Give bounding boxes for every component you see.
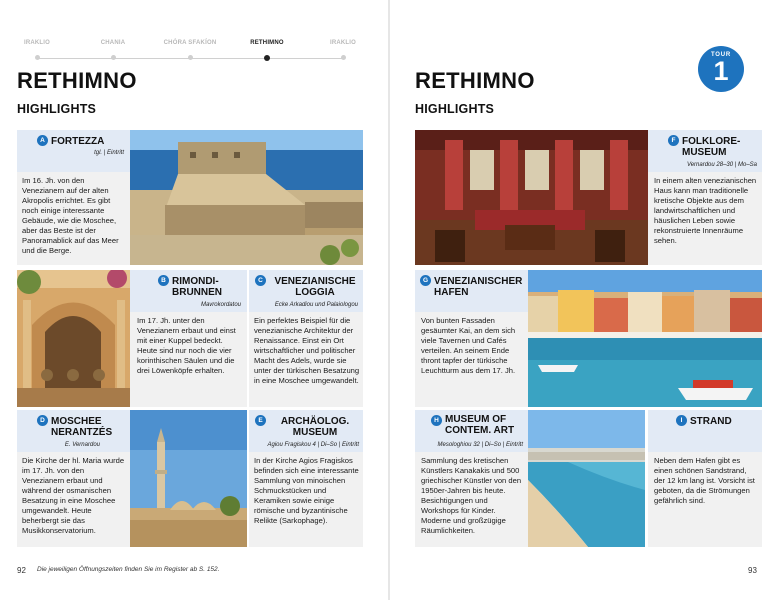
highlight-h-meta: Mesologhiou 32 | Di–So | Eintritt — [437, 442, 523, 448]
page-gutter — [388, 0, 390, 600]
highlight-g-header — [415, 270, 528, 312]
highlight-h-body — [415, 452, 528, 547]
highlight-d-body — [17, 452, 130, 547]
highlight-a-header — [17, 130, 130, 172]
badge-h: H — [431, 415, 442, 426]
highlight-b-meta: Mavrokordatou — [200, 302, 241, 308]
highlight-d-title: MOSCHEE NERANTZÉS — [51, 416, 113, 438]
highlight-c-title: VENEZIANISCHE LOGGIA — [274, 276, 356, 298]
highlight-d-text: Die Kirche der hl. Maria wurde im 17. Jh. von den Venezianern erbaut und während der osmanischen Besatzung in eine Moschee umgewandelt. Heute beherbergt sie das Musikkonservatorium. — [22, 456, 125, 535]
highlight-h-header — [415, 410, 528, 452]
highlight-d-header — [17, 410, 130, 452]
highlight-f-header — [648, 130, 762, 172]
fortezza-photo — [130, 130, 363, 265]
route-stop: IRAKLIO — [3, 40, 71, 60]
page-number-left: 92 — [17, 566, 26, 575]
highlight-b-text: Im 17. Jh. unter den Venezianern erbaut und einst mit einer Kuppel bedeckt. Heute sind nur noch die vier korinthischen Säulen und die drei Löwenköpfe erhalten. — [137, 316, 236, 375]
highlight-c-text: Ein perfektes Beispiel für die venezianische Architektur der Renaissance. Einst ein Ort wirtschaftlicher und politischer Macht des Adels, wurde sie unter der türkischen Besatzung in eine Moschee umgewandelt. — [254, 316, 360, 385]
badge-c: C — [255, 275, 266, 286]
rimondi-photo — [17, 270, 130, 407]
badge-b: B — [158, 275, 169, 286]
highlight-a-text: Im 16. Jh. von den Venezianern auf der alten Akropolis errichtet. Es gibt noch einige interessante Gebäude, wie die Moschee, aber das Beste ist der Panoramablick auf das Meer und die Berge. — [22, 176, 119, 255]
footnote: Die jeweiligen Öffnungszeiten finden Sie im Register ab S. 152. — [37, 566, 220, 573]
page-subtitle: HIGHLIGHTS — [17, 102, 97, 116]
page-title: RETHIMNO — [415, 68, 535, 93]
highlight-b-title: RIMONDI-BRUNNEN — [172, 276, 222, 298]
highlight-a-meta: tgl. | Eintritt — [94, 150, 124, 156]
route-dot — [264, 55, 270, 61]
page-subtitle: HIGHLIGHTS — [415, 102, 495, 116]
highlight-f-title: FOLKLORE-MUSEUM — [682, 136, 741, 158]
highlight-g-text: Von bunten Fassaden gesäumter Kai, an dem sich viele Tavernen und Cafés verteilen. An seinem Ende thront tapfer der türkische Leuchtturm aus dem 17. Jh. — [421, 316, 516, 375]
highlight-g-title: VENEZIANISCHER HAFEN — [434, 276, 523, 298]
highlight-a-body — [17, 172, 130, 265]
tour-badge: TOUR 1 — [698, 46, 744, 92]
highlight-h-text: Sammlung des kretischen Künstlers Kanakakis und 500 griechischer Künstler von den 1950er-Jahren bis heute. Besichtigungen und Workshops für Kinder. Moderne und großzügige Räumlichkeiten. — [421, 456, 522, 535]
highlight-e-text: In der Kirche Agios Fragiskos befinden sich eine interessante Sammlung von minoischen Schmuckstücken und Keramiken sowie einige römische und byzantinische Relikte (Sarkophage). — [254, 456, 359, 525]
route-nav — [20, 40, 360, 64]
highlight-c-meta: Ecke Arkadiou und Palaiologou — [274, 302, 358, 308]
harbour-photo — [528, 270, 762, 407]
highlight-b-body — [130, 312, 247, 407]
highlight-g-body — [415, 312, 528, 407]
route-stop: CHÓRA SFAKÍON — [156, 40, 224, 60]
highlight-f-text: In einem alten venezianischen Haus kann man traditionelle kretische Objekte aus dem landwirtschaftlichen und häuslichen Leben sowie rekonstruierte Innenräume sehen. — [654, 176, 757, 245]
highlight-e-title: ARCHÄOLOG. MUSEUM — [280, 416, 350, 438]
highlight-i-text: Neben dem Hafen gibt es einen schönen Sandstrand, der 12 km lang ist. Vorsicht ist geboten, da die Strömungen gefährlich sind. — [654, 456, 755, 505]
highlight-b-header — [130, 270, 247, 312]
badge-f: F — [668, 135, 679, 146]
highlight-a-title: FORTEZZA — [51, 136, 105, 147]
highlight-d-meta: E. Vernardou — [64, 442, 100, 448]
route-stop: IRAKLIO — [309, 40, 377, 60]
highlight-c-body — [249, 312, 363, 407]
highlight-h-title: MUSEUM OF CONTEM. ART — [445, 414, 515, 436]
page-number-right: 93 — [748, 566, 757, 575]
badge-g: G — [420, 275, 431, 286]
badge-i: I — [676, 415, 687, 426]
route-stop: CHANIA — [79, 40, 147, 60]
badge-e: E — [255, 415, 266, 426]
route-dot — [341, 55, 346, 60]
highlight-c-header — [249, 270, 363, 312]
highlight-e-meta: Agiou Fragiskou 4 | Di–So | Eintritt — [267, 442, 359, 448]
highlight-e-header — [249, 410, 363, 452]
beach-photo — [528, 410, 645, 547]
folklore-photo — [415, 130, 648, 265]
badge-a: A — [37, 135, 48, 146]
highlight-e-body — [249, 452, 363, 547]
highlight-f-meta: Vernardou 28–30 | Mo–Sa — [686, 162, 757, 168]
mosque-photo — [130, 410, 247, 547]
route-dot — [35, 55, 40, 60]
highlight-f-body — [648, 172, 762, 265]
page-title: RETHIMNO — [17, 68, 137, 93]
highlight-i-body — [648, 452, 762, 547]
highlight-i-header — [648, 410, 762, 452]
route-stop-active: RETHIMNO — [233, 40, 301, 61]
route-dot — [111, 55, 116, 60]
route-dot — [188, 55, 193, 60]
badge-d: D — [37, 415, 48, 426]
highlight-i-title: STRAND — [690, 416, 732, 427]
